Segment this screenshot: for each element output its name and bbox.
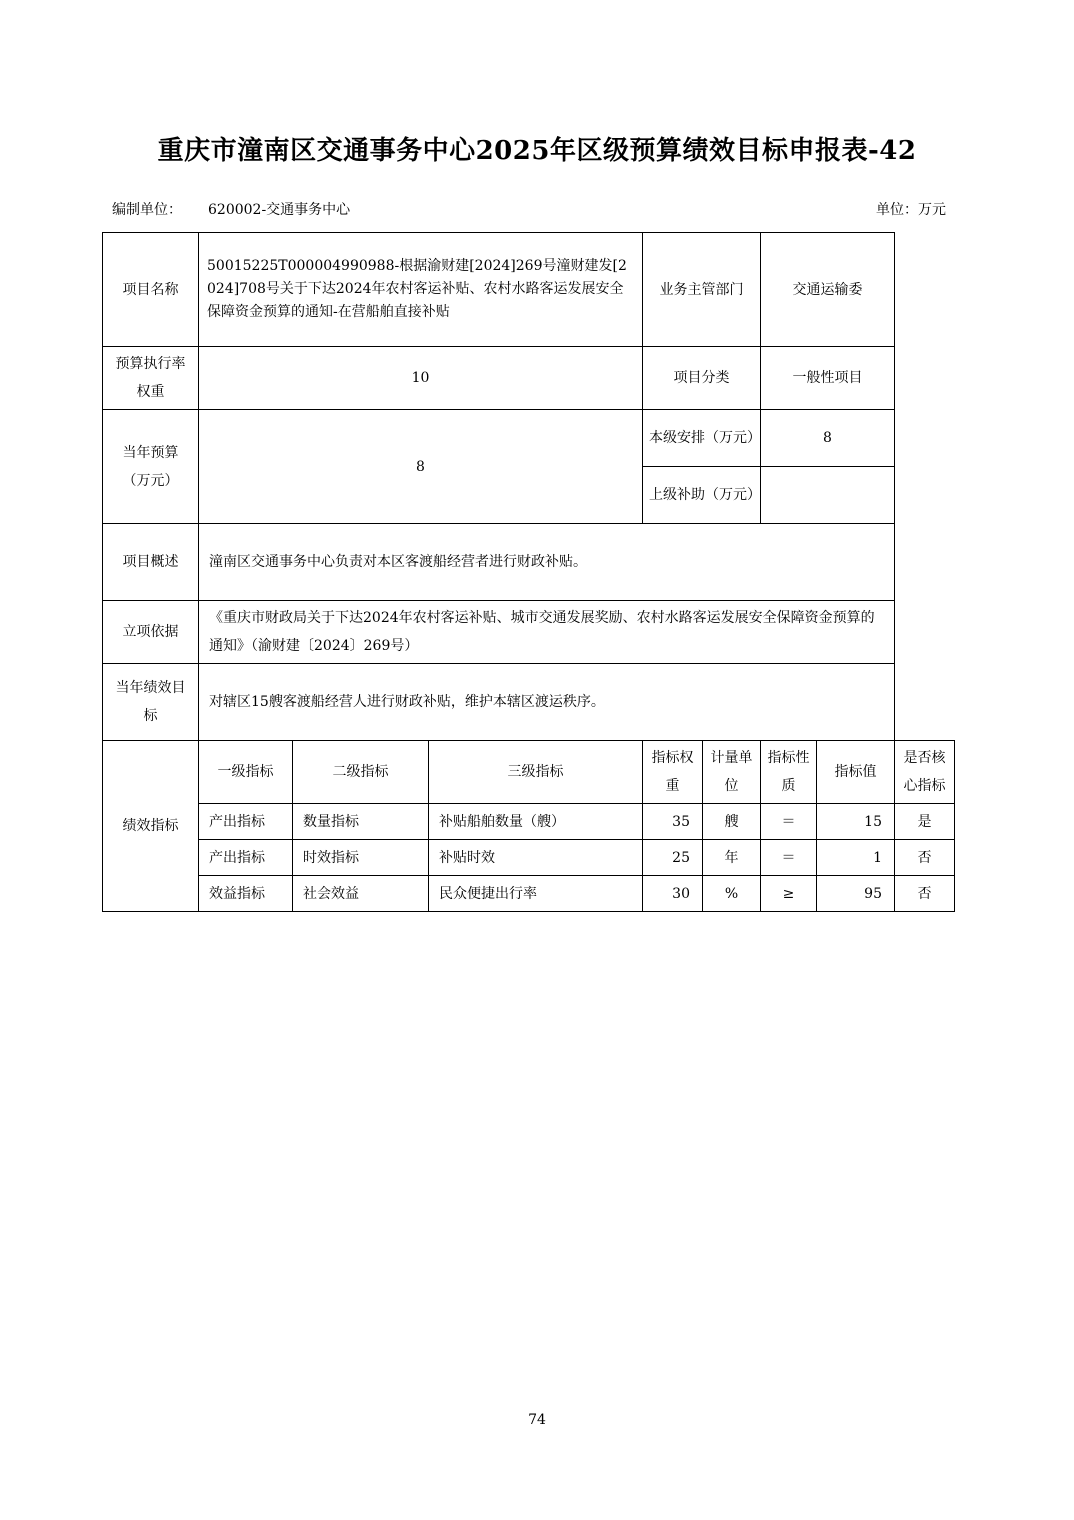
unit-label: 编制单位： [112,202,182,218]
indicator-level3: 补贴船舶数量（艘） [429,804,643,840]
table-row [103,840,955,876]
dept-label: 业务主管部门 [643,233,761,347]
header-weight: 指标权重 [643,741,703,804]
indicator-level2: 社会效益 [293,876,429,912]
project-name-value: 50015225T000004990988-根据渝财建[2024]269号潼财建发[2024]708号关于下达2024年农村客运补贴、农村水路客运发展安全保障资金预算的通知-在营船舶直接补贴 [199,233,643,347]
indicator-level1: 产出指标 [199,840,293,876]
local-label: 本级安排（万元） [643,410,761,467]
upper-value [761,467,895,524]
indicators-label: 绩效指标 [103,741,199,912]
exec-rate-value: 10 [199,347,643,410]
budget-label: 当年预算（万元） [103,410,199,524]
goal-label: 当年绩效目标 [103,664,199,741]
indicator-level2: 数量指标 [293,804,429,840]
unit-value: 620002-交通事务中心 [208,202,351,218]
indicator-weight: 35 [643,804,703,840]
dept-value: 交通运输委 [761,233,895,347]
indicator-level1: 产出指标 [199,804,293,840]
performance-table [102,232,955,912]
indicator-unit: 年 [703,840,761,876]
currency-unit: 单位：万元 [876,202,946,218]
indicator-unit: 艘 [703,804,761,840]
indicator-level3: 民众便捷出行率 [429,876,643,912]
table-row [103,876,955,912]
indicator-unit: % [703,876,761,912]
indicator-weight: 25 [643,840,703,876]
header-level1: 一级指标 [199,741,293,804]
indicator-core: 否 [895,876,955,912]
project-name-label: 项目名称 [103,233,199,347]
category-label: 项目分类 [643,347,761,410]
header-level3: 三级指标 [429,741,643,804]
page-number: 74 [528,1412,546,1428]
budget-value: 8 [199,410,643,524]
indicator-nature: ＝ [761,804,817,840]
header-unit: 计量单位 [703,741,761,804]
header-value: 指标值 [817,741,895,804]
header-nature: 指标性质 [761,741,817,804]
overview-label: 项目概述 [103,524,199,601]
header-core: 是否核心指标 [895,741,955,804]
table-row [103,804,955,840]
overview-value: 潼南区交通事务中心负责对本区客渡船经营者进行财政补贴。 [199,524,895,601]
indicator-value: 1 [817,840,895,876]
exec-rate-label: 预算执行率权重 [103,347,199,410]
indicator-nature: ≥ [761,876,817,912]
category-value: 一般性项目 [761,347,895,410]
local-value: 8 [761,410,895,467]
basis-label: 立项依据 [103,601,199,664]
indicator-level2: 时效指标 [293,840,429,876]
upper-label: 上级补助（万元） [643,467,761,524]
indicator-core: 否 [895,840,955,876]
indicator-nature: ＝ [761,840,817,876]
indicator-level3: 补贴时效 [429,840,643,876]
meta-line [112,199,946,219]
indicator-level1: 效益指标 [199,876,293,912]
basis-value: 《重庆市财政局关于下达2024年农村客运补贴、城市交通发展奖励、农村水路客运发展安全保障资金预算的通知》（渝财建〔2024〕269号） [199,601,895,664]
goal-value: 对辖区15艘客渡船经营人进行财政补贴，维护本辖区渡运秩序。 [199,664,895,741]
indicator-value: 95 [817,876,895,912]
header-level2: 二级指标 [293,741,429,804]
indicator-core: 是 [895,804,955,840]
page-title: 重庆市潼南区交通事务中心2025年区级预算绩效目标申报表-42 [157,136,917,166]
indicator-value: 15 [817,804,895,840]
indicator-weight: 30 [643,876,703,912]
